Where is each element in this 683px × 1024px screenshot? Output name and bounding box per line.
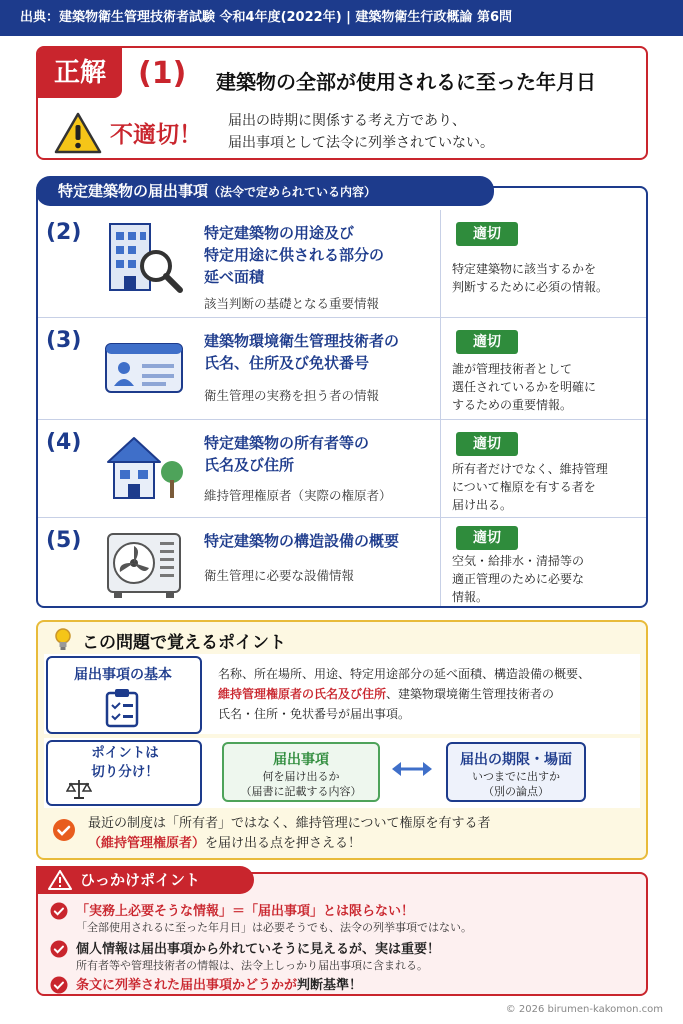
divider [440, 420, 441, 517]
trap-main-text [76, 938, 440, 957]
split-label [60, 744, 190, 782]
correct-answer-tag: 正解 [38, 48, 122, 98]
divider [440, 210, 441, 317]
box-sub: 何を届け出るか [262, 770, 340, 783]
basics-line-rest: 、建築物環境衛生管理技術者の [386, 687, 555, 701]
note-line: 判断するために必須の情報。 [452, 280, 609, 294]
note-line: 特定建築物に該当するかを [452, 262, 597, 276]
trap-main-text [76, 974, 362, 993]
highlight-text: 維持管理権原者の氏名及び住所 [218, 687, 387, 701]
note-line: 適正管理のために必要な [452, 572, 585, 586]
list-item [38, 420, 646, 518]
verdict-label: 不適切！ [110, 122, 202, 148]
item-number: (5) [46, 528, 82, 553]
answer-reason [228, 110, 494, 154]
lightbulb-icon [52, 626, 74, 652]
warning-icon [48, 870, 72, 890]
check-circle-icon [50, 976, 68, 994]
item-title-line: 特定建築物の用途及び [204, 224, 355, 242]
warning-icon [54, 112, 102, 154]
building-magnifier-icon [102, 218, 186, 296]
box-title: 届出事項 [273, 752, 329, 768]
section-title: 特定建築物の届出事項 [58, 182, 209, 200]
basics-line [218, 684, 636, 704]
item-title-line: 特定建築物の構造設備の概要 [204, 532, 400, 550]
appropriate-badge: 適切 [456, 432, 518, 456]
box-sub: いつまでに出すか [472, 770, 560, 783]
appropriate-badge: 適切 [456, 526, 518, 550]
appropriate-badge: 適切 [456, 330, 518, 354]
divider [440, 318, 441, 419]
id-card-icon [102, 326, 186, 404]
trap-sub-text: 「全部使用されるに至った年月日」は必要そうでも、法令の列挙事項ではない。 [76, 921, 472, 934]
list-item [38, 518, 646, 606]
notification-items-header [36, 176, 494, 206]
air-conditioner-icon [102, 526, 186, 604]
basics-text [218, 664, 636, 724]
item-description: 該当判断の基礎となる重要情報 [204, 296, 380, 311]
conclusion-line: 最近の制度は「所有者」ではなく、維持管理について権原を有する者 [88, 816, 491, 831]
house-tree-icon [102, 428, 186, 506]
key-point-conclusion [88, 814, 490, 854]
item-description: 衛生管理に必要な設備情報 [204, 568, 355, 583]
item-title-line: 氏名、住所及び免状番号 [204, 354, 370, 372]
trap-main-rest: 個人情報は届出事項から外れていそうに見えるが、実は重要！ [76, 942, 441, 957]
reason-line: 届出の時期に関係する考え方であり、 [228, 113, 466, 129]
trap-main-text [76, 900, 414, 919]
check-circle-icon [50, 902, 68, 920]
item-number: (3) [46, 328, 82, 353]
note-line: について権原を有する者を [452, 480, 596, 494]
list-item [38, 318, 646, 420]
section-subtitle: （法令で定められている内容） [208, 185, 377, 199]
answer-number: (1) [138, 56, 187, 91]
divider [440, 518, 441, 606]
check-circle-icon [52, 818, 76, 842]
item-note [452, 260, 608, 296]
item-title-line: 建築物環境衛生管理技術者の [204, 332, 400, 350]
answer-panel [36, 46, 648, 160]
appropriate-badge: 適切 [456, 222, 518, 246]
note-line: するための重要情報。 [452, 398, 573, 412]
basics-line: 名称、所在場所、用途、特定用途部分の延べ面積、構造設備の概要、 [218, 667, 591, 681]
item-number: (2) [46, 220, 82, 245]
conclusion-line [88, 834, 490, 854]
note-line: 選任されているかを明確に [452, 380, 597, 394]
note-line: 情報。 [452, 590, 489, 604]
item-note [452, 552, 584, 606]
box-sub: （届書に記載する内容） [240, 785, 362, 798]
item-title [204, 222, 384, 288]
box-sub: （別の論点） [483, 785, 549, 798]
item-description: 維持管理権原者（実際の権原者） [204, 488, 392, 503]
reason-line: 届出事項として法令に列挙されていない。 [228, 135, 494, 151]
deadline-box [446, 742, 586, 802]
item-description: 衛生管理の実務を担う者の情報 [204, 388, 380, 403]
item-title-line: 特定建築物の所有者等の [204, 434, 370, 452]
highlight-text: 「実務上必要そうな情報」＝「届出事項」とは限らない！ [76, 904, 415, 919]
note-line: 誰が管理技術者として [452, 362, 573, 376]
item-title-line: 氏名及び住所 [204, 456, 295, 474]
double-arrow-icon [392, 760, 432, 778]
trap-main-rest: 判断基準！ [297, 978, 363, 993]
basics-label: 届出事項の基本 [74, 667, 172, 683]
split-label-line: 切り分け！ [91, 764, 159, 780]
item-note [452, 460, 608, 514]
item-title-line: 特定用途に供される部分の [204, 246, 385, 264]
trap-point-header: ひっかけポイント [36, 866, 254, 894]
item-title-line: 延べ面積 [204, 268, 265, 286]
source-header: 出典：建築物衛生管理技術者試験 令和4年度(2022年) | 建築物衛生行政概論 第6問 [0, 0, 683, 36]
scale-icon [66, 778, 92, 800]
copyright-footer: © 2026 birumen-kakomon.com [505, 1004, 663, 1015]
item-number: (4) [46, 430, 82, 455]
box-title: 届出の期限・場面 [460, 752, 572, 768]
item-title [204, 330, 399, 374]
split-label-line: ポイントは [91, 745, 159, 761]
clipboard-icon [104, 688, 140, 728]
note-line: 空気・給排水・清掃等の [452, 554, 585, 568]
key-point-title: この問題で覚えるポイント [82, 633, 286, 653]
conclusion-rest: を届け出る点を押さえる！ [205, 836, 362, 851]
basics-line: 氏名・住所・免状番号が届出事項。 [218, 707, 411, 721]
trap-sub-text: 所有者等や管理技術者の情報は、法令上しっかり届出事項に含まれる。 [76, 959, 428, 972]
item-title [204, 530, 399, 552]
answer-title: 建築物の全部が使用されるに至った年月日 [216, 70, 596, 94]
note-line: 所有者だけでなく、維持管理 [452, 462, 608, 476]
item-note [452, 360, 596, 414]
item-title [204, 432, 369, 476]
highlight-text: （維持管理権原者） [88, 836, 206, 851]
highlight-text: 条文に列挙された届出事項かどうかが [76, 978, 298, 993]
notification-content-box [222, 742, 380, 802]
note-line: 届け出る。 [452, 498, 513, 512]
list-item [38, 210, 646, 318]
check-circle-icon [50, 940, 68, 958]
